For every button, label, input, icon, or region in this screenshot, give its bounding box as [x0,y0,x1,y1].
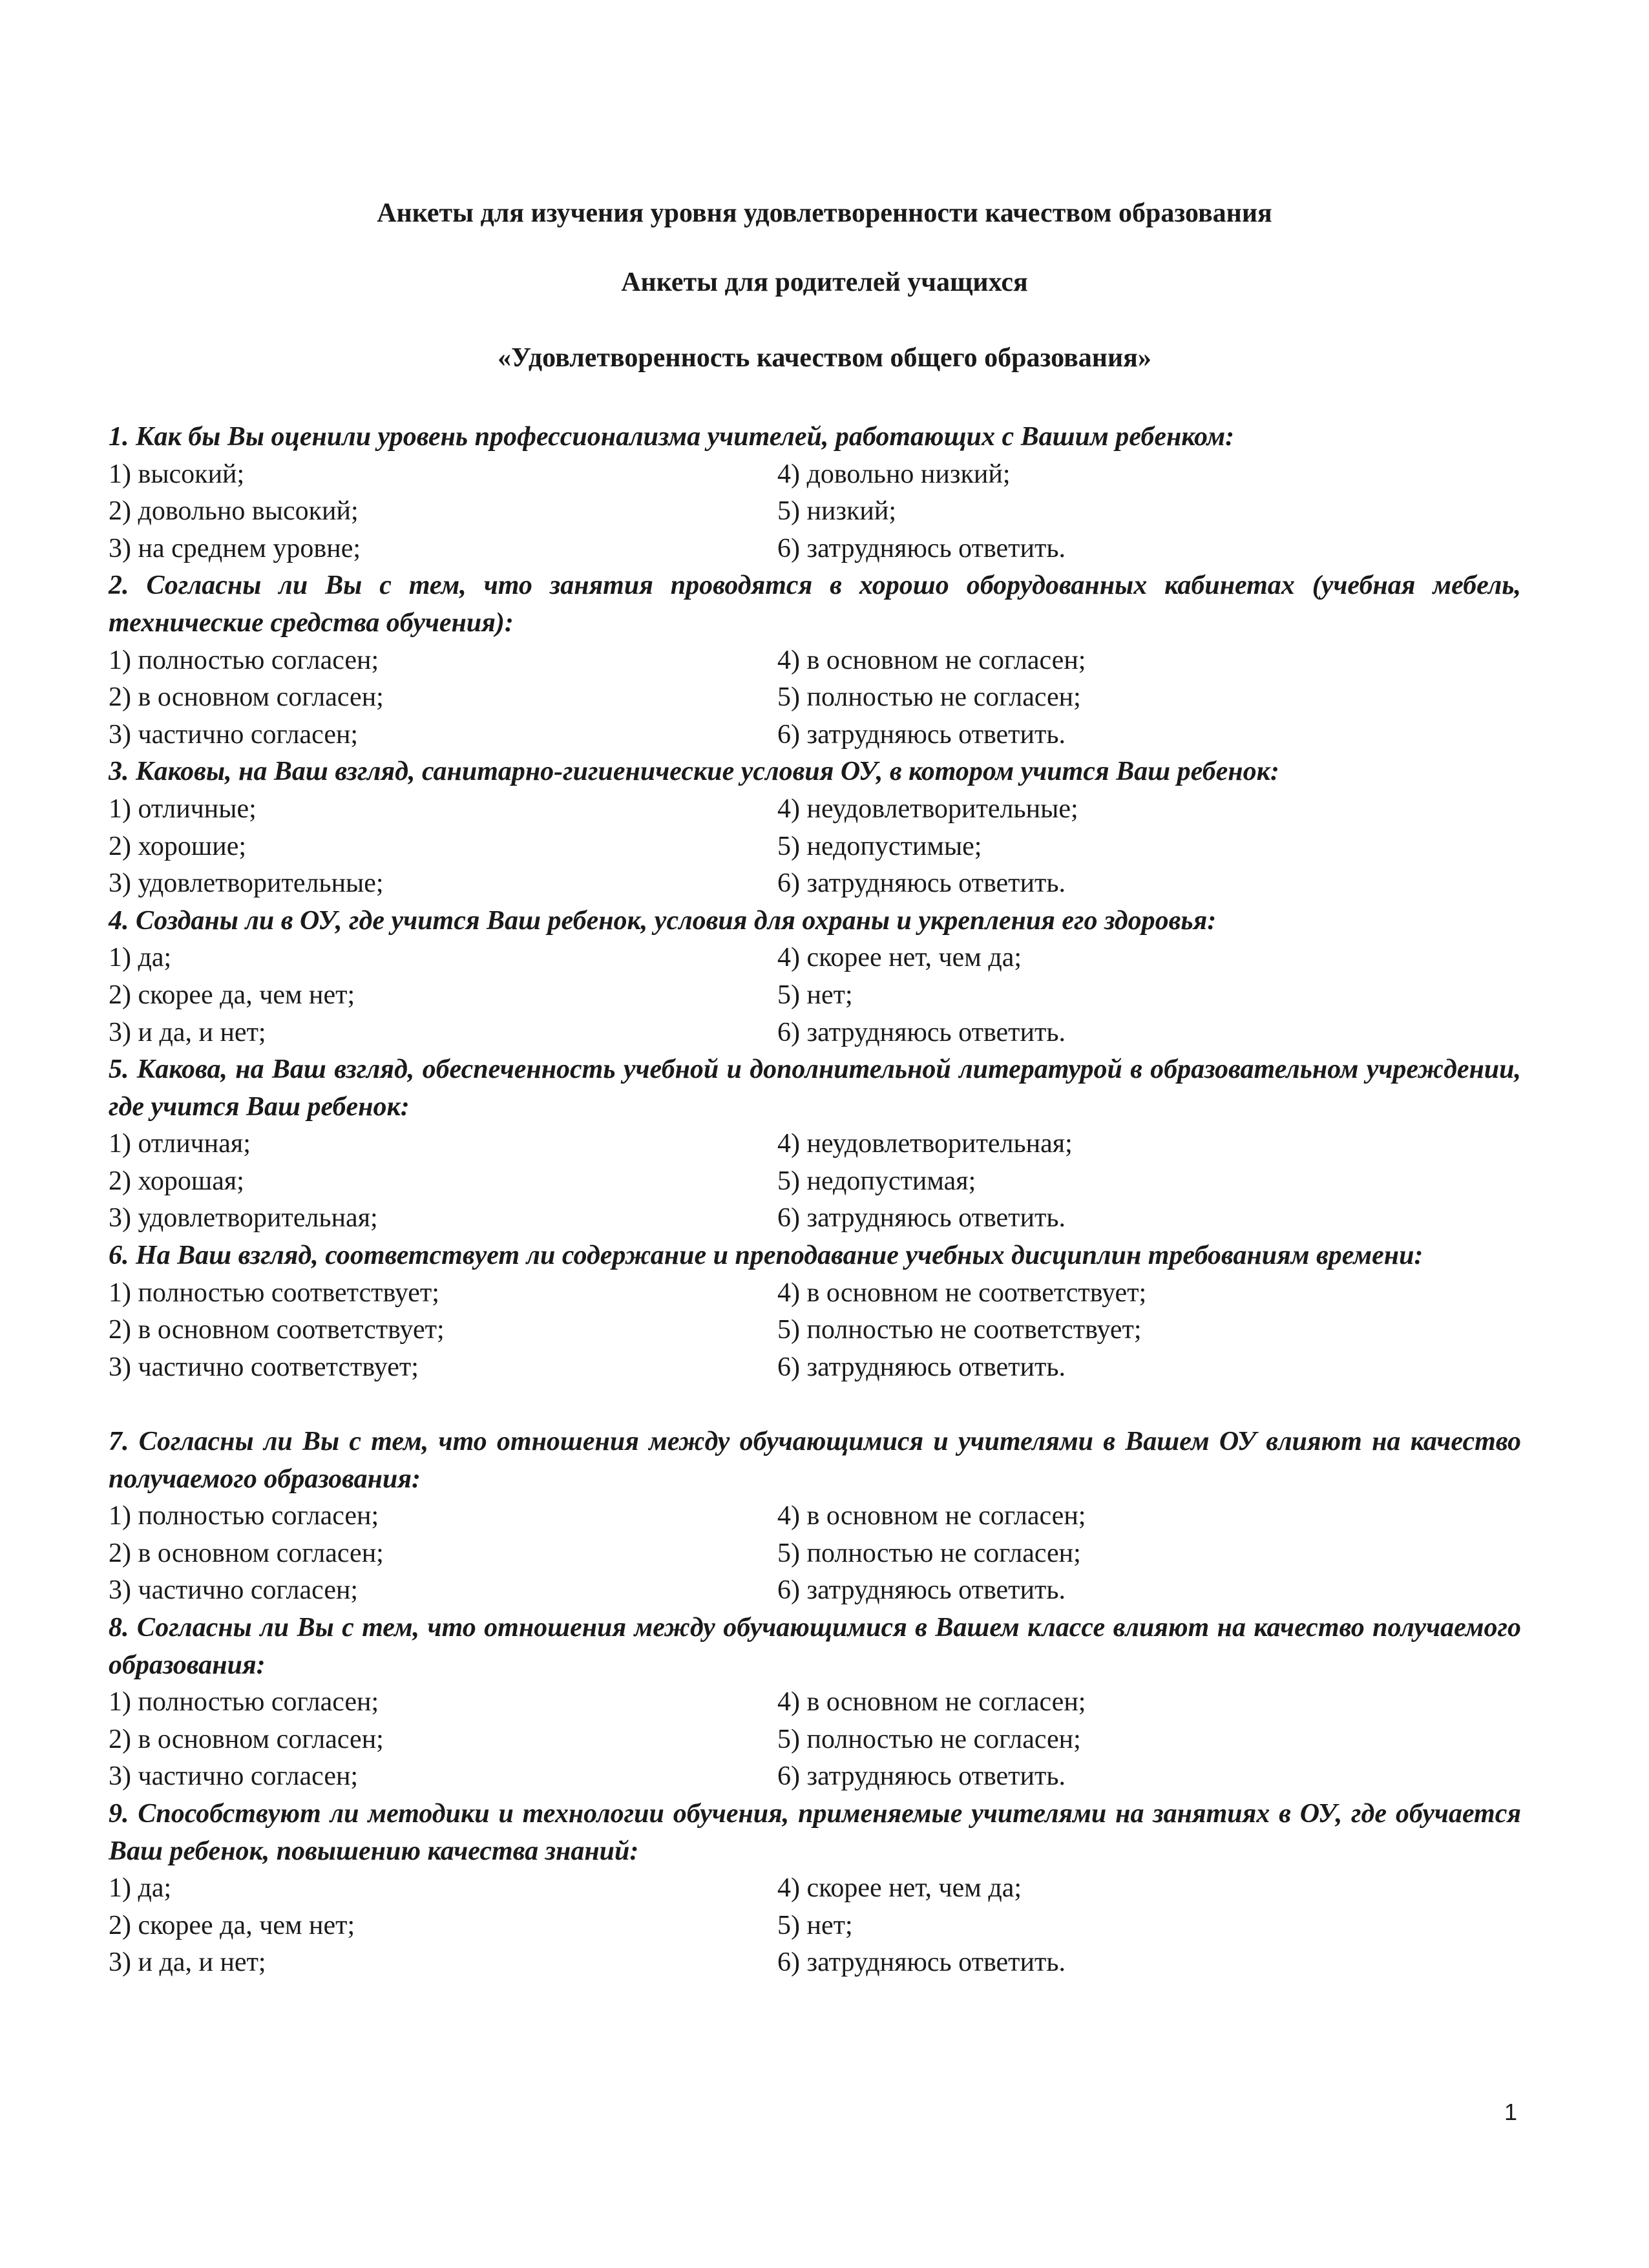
answer-option: 1) отличные; [109,793,257,824]
answer-option: 2) скорее да, чем нет; [109,1910,355,1940]
answer-option: 2) довольно высокий; [109,496,359,527]
question-block [109,1610,1521,1796]
answer-option: 1) да; [109,1873,172,1904]
answer-option: 1) да; [109,943,172,973]
question-block [109,1237,1521,1386]
answer-option: 4) неудовлетворительная; [777,1129,1073,1159]
question-block [109,903,1521,1051]
document-title: Анкеты для изучения уровня удовлетворенности качеством образования [377,198,1272,228]
answer-option: 2) в основном соответствует; [109,1315,445,1345]
answer-option: 4) неудовлетворительные; [777,793,1078,824]
answer-option: 2) хорошая; [109,1166,244,1196]
answer-options [109,1275,1521,1387]
answer-option: 1) отличная; [109,1129,251,1159]
question-text: 6. На Ваш взгляд, соответствует ли содержание и преподавание учебных дисциплин требованиям времени: [109,1241,1423,1271]
answer-option: 2) в основном согласен; [109,682,384,713]
answer-option: 6) затрудняюсь ответить. [777,1761,1066,1792]
answer-option: 3) частично согласен; [109,719,359,750]
answer-option: 3) на среднем уровне; [109,533,361,563]
answer-option: 4) в основном не согласен; [777,645,1086,675]
answer-option: 4) в основном не согласен; [777,1501,1086,1531]
answer-option: 4) скорее нет, чем да; [777,1873,1022,1904]
answer-option: 5) низкий; [777,496,897,527]
answer-option: 3) и да, и нет; [109,1948,266,1978]
answer-option: 4) в основном не соответствует; [777,1277,1147,1308]
answer-option: 3) частично согласен; [109,1761,359,1792]
question-block [109,1051,1521,1237]
answer-option: 3) удовлетворительные; [109,868,384,899]
answer-options [109,642,1521,754]
answer-option: 6) затрудняюсь ответить. [777,1352,1066,1382]
question-text: 5. Какова, на Ваш взгляд, обеспеченность учебной и дополнительной литературой в образовательном учреждении, где учится Ваш ребенок: [109,1055,1521,1122]
answer-option: 2) в основном согласен; [109,1724,384,1754]
answer-option: 6) затрудняюсь ответить. [777,533,1066,563]
answer-option: 5) недопустимые; [777,831,982,861]
answer-option: 3) частично согласен; [109,1575,359,1606]
question-block [109,1423,1521,1610]
questionnaire-title: «Удовлетворенность качеством общего образования» [498,343,1151,373]
answer-option: 2) хорошие; [109,831,247,861]
question-text: 7. Согласны ли Вы с тем, что отношения между обучающимися и учителями в Вашем ОУ влияют на качество получаемого образования: [109,1427,1521,1494]
question-block [109,1796,1521,1982]
answer-options [109,1498,1521,1610]
question-text: 4. Созданы ли в ОУ, где учится Ваш ребенок, условия для охраны и укрепления его здоровья: [109,905,1217,936]
question-text: 3. Каковы, на Ваш взгляд, санитарно-гигиенические условия ОУ, в котором учится Ваш ребенок: [109,757,1279,787]
answer-options [109,1126,1521,1237]
answer-option: 5) полностью не согласен; [777,1538,1081,1568]
answer-option: 6) затрудняюсь ответить. [777,868,1066,899]
answer-option: 1) высокий; [109,459,245,489]
question-text: 9. Способствуют ли методики и технологии обучения, применяемые учителями на занятиях в ОУ, где обучается Ваш ребенок, повышению качества знаний: [109,1798,1521,1866]
answer-option: 3) удовлетворительная; [109,1203,378,1234]
question-block [109,419,1521,567]
answer-options [109,1684,1521,1796]
answer-option: 6) затрудняюсь ответить. [777,1575,1066,1606]
answer-option: 5) недопустимая; [777,1166,976,1196]
answer-option: 5) полностью не согласен; [777,1724,1081,1754]
answer-option: 6) затрудняюсь ответить. [777,1017,1066,1047]
page-number: 1 [1504,2099,1518,2125]
answer-option: 5) полностью не соответствует; [777,1315,1142,1345]
answer-options [109,456,1521,568]
question-block [109,567,1521,753]
answer-option: 5) нет; [777,980,853,1010]
answer-option: 6) затрудняюсь ответить. [777,1948,1066,1978]
answer-option: 4) скорее нет, чем да; [777,943,1022,973]
answer-option: 6) затрудняюсь ответить. [777,719,1066,750]
answer-option: 3) и да, и нет; [109,1017,266,1047]
answer-option: 6) затрудняюсь ответить. [777,1203,1066,1234]
document-subtitle: Анкеты для родителей учащихся [621,268,1028,297]
answer-option: 1) полностью согласен; [109,1687,379,1717]
question-text: 1. Как бы Вы оценили уровень профессионализма учителей, работающих с Вашим ребенком: [109,422,1235,452]
question-text: 2. Согласны ли Вы с тем, что занятия проводятся в хорошо оборудованных кабинетах (учебная мебель, технические средства обучения): [109,571,1521,638]
answer-option: 5) нет; [777,1910,853,1940]
answer-option: 2) в основном согласен; [109,1538,384,1568]
answer-options [109,791,1521,903]
question-text: 8. Согласны ли Вы с тем, что отношения между обучающимися в Вашем классе влияют на качество получаемого образования: [109,1613,1521,1680]
spacer [109,1386,1521,1423]
answer-option: 3) частично соответствует; [109,1352,419,1382]
question-block [109,753,1521,902]
answer-option: 2) скорее да, чем нет; [109,980,355,1010]
answer-option: 4) довольно низкий; [777,459,1011,489]
questionnaire-body [109,419,1521,1982]
answer-option: 5) полностью не согласен; [777,682,1081,713]
answer-option: 1) полностью соответствует; [109,1277,439,1308]
answer-option: 4) в основном не согласен; [777,1687,1086,1717]
answer-option: 1) полностью согласен; [109,645,379,675]
answer-options [109,1870,1521,1982]
answer-option: 1) полностью согласен; [109,1501,379,1531]
answer-options [109,940,1521,1051]
